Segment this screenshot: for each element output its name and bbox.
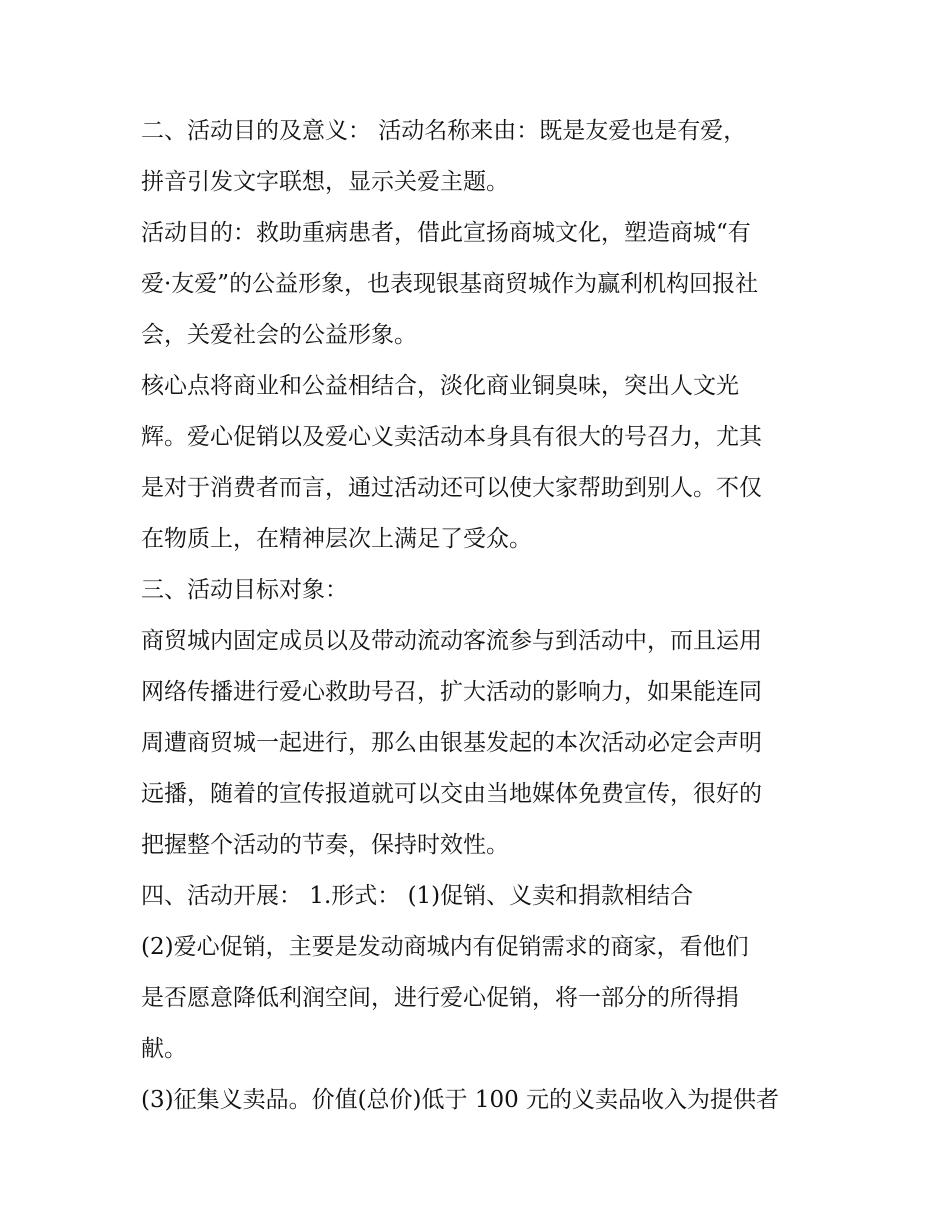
text-line: 网络传播进行爱心救助号召，扩大活动的影响力，如果能连同 bbox=[141, 679, 762, 705]
text-line: 周遭商贸城一起进行，那么由银基发起的本次活动必定会声明 bbox=[141, 730, 762, 756]
text-line: (3)征集义卖品。价值(总价)低于 100 元的义卖品收入为提供者 bbox=[141, 1087, 780, 1113]
text-line: 在物质上，在精神层次上满足了受众。 bbox=[141, 526, 532, 552]
text-line: 远播，随着的宣传报道就可以交由当地媒体免费宣传，很好的 bbox=[141, 781, 762, 807]
text-line: 爱·友爱”的公益形象，也表现银基商贸城作为赢利机构回报社 bbox=[141, 271, 759, 297]
text-line: 拼音引发文字联想，显示关爱主题。 bbox=[141, 169, 509, 195]
text-line: 商贸城内固定成员以及带动流动客流参与到活动中，而且运用 bbox=[141, 628, 762, 654]
text-line: (2)爱心促销，主要是发动商城内有促销需求的商家，看他们 bbox=[141, 934, 749, 960]
text-line: 活动目的：救助重病患者，借此宣扬商城文化，塑造商城“有 bbox=[141, 220, 751, 246]
document-body bbox=[141, 106, 821, 1126]
text-line: 四、活动开展： 1.形式： (1)促销、义卖和捐款相结合 bbox=[141, 883, 694, 909]
text-line: 二、活动目的及意义： 活动名称来由：既是友爱也是有爱， bbox=[141, 118, 747, 144]
text-line: 核心点将商业和公益相结合，淡化商业铜臭味，突出人文光 bbox=[141, 373, 739, 399]
text-line: 把握整个活动的节奏，保持时效性。 bbox=[141, 832, 509, 858]
text-line: 辉。爱心促销以及爱心义卖活动本身具有很大的号召力，尤其 bbox=[141, 424, 762, 450]
text-line: 是否愿意降低利润空间，进行爱心促销，将一部分的所得捐 bbox=[141, 985, 739, 1011]
text-line: 三、活动目标对象： bbox=[141, 577, 348, 603]
text-line: 献。 bbox=[141, 1036, 187, 1062]
text-line: 是对于消费者而言，通过活动还可以使大家帮助到别人。不仅 bbox=[141, 475, 762, 501]
text-line: 会，关爱社会的公益形象。 bbox=[141, 322, 417, 348]
